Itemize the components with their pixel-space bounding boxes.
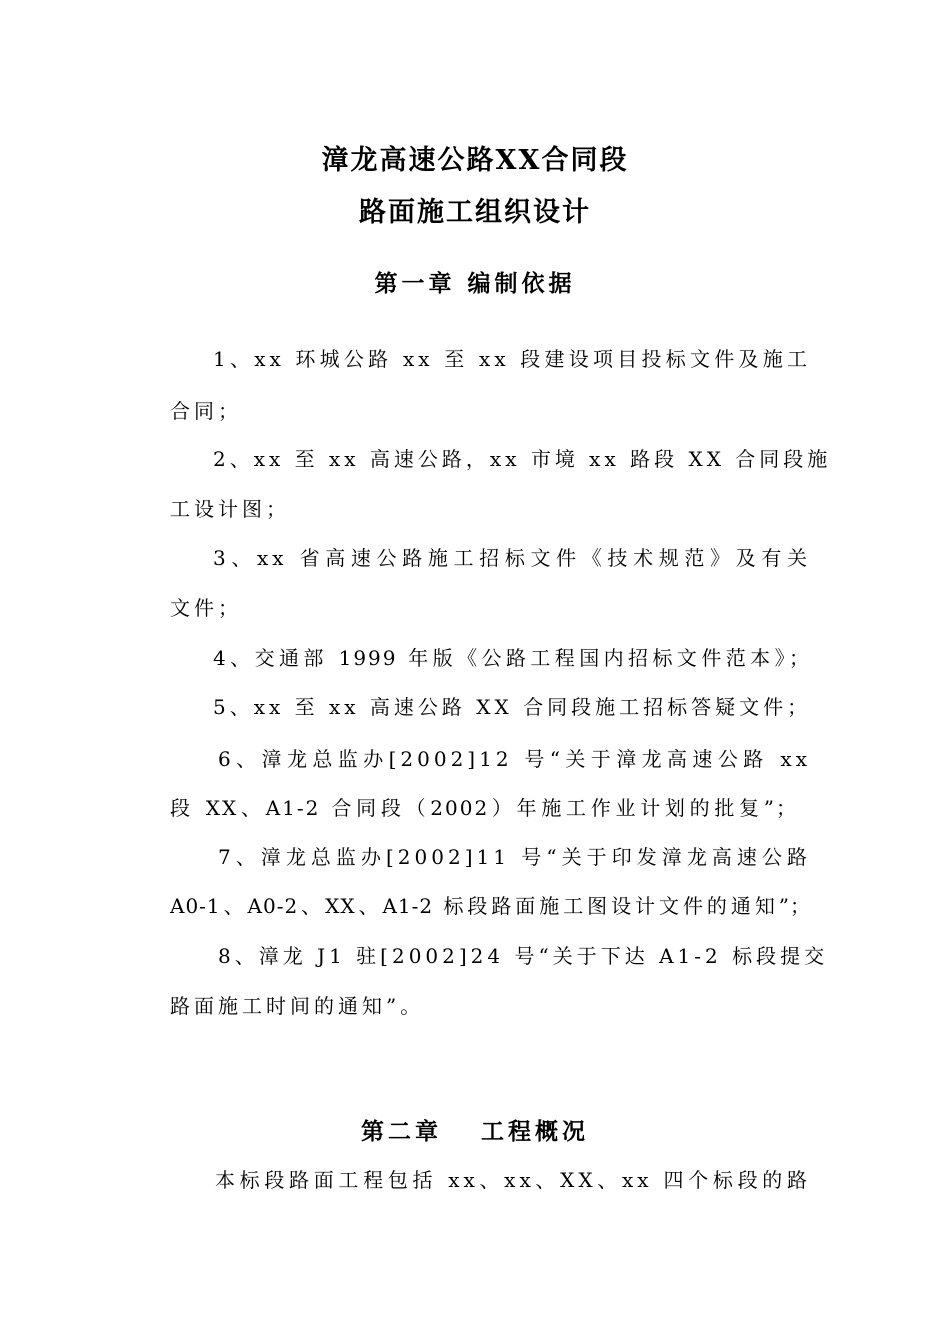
document-title-line2: 路面施工组织设计 — [359, 197, 591, 228]
list-item-6-line2: 段 XX、A1-2 合同段（2002）年施工作业计划的批复”； — [170, 796, 798, 820]
chapter1-heading: 第一章 编制依据 — [374, 270, 576, 297]
chapter2-heading: 第二章 工程概况 — [360, 1118, 589, 1145]
list-item-2-line1: 2、xx 至 xx 高速公路，xx 市境 xx 路段 XX 合同段施 — [213, 447, 832, 471]
list-item-1-line2: 合同； — [170, 399, 242, 423]
list-item-3-line1: 3、xx 省高速公路施工招标文件《技术规范》及有关 — [213, 546, 811, 570]
chapter2-paragraph-line1: 本标段路面工程包括 xx、xx、XX、xx 四个标段的路 — [215, 1168, 811, 1192]
list-item-3-line2: 文件； — [170, 596, 242, 620]
list-item-6-line1: 6、漳龙总监办[2002]12 号“关于漳龙高速公路 xx — [218, 747, 811, 771]
list-item-7-line2: A0-1、A0-2、XX、A1-2 标段路面施工图设计文件的通知”； — [170, 894, 811, 918]
list-item-8-line2: 路面施工时间的通知”。 — [170, 994, 425, 1018]
list-item-5: 5、xx 至 xx 高速公路 XX 合同段施工招标答疑文件； — [213, 695, 812, 719]
list-item-4: 4、交通部 1999 年版《公路工程国内招标文件范本》； — [213, 646, 811, 670]
list-item-1-line1: 1、xx 环城公路 xx 至 xx 段建设项目投标文件及施工 — [213, 347, 811, 371]
list-item-8-line1: 8、漳龙 J1 驻[2002]24 号“关于下达 A1-2 标段提交 — [218, 944, 829, 968]
list-item-7-line1: 7、漳龙总监办[2002]11 号“关于印发漳龙高速公路 — [218, 845, 811, 869]
list-item-2-line2: 工设计图； — [170, 497, 290, 521]
document-title-line1: 漳龙高速公路XX合同段 — [321, 145, 629, 176]
